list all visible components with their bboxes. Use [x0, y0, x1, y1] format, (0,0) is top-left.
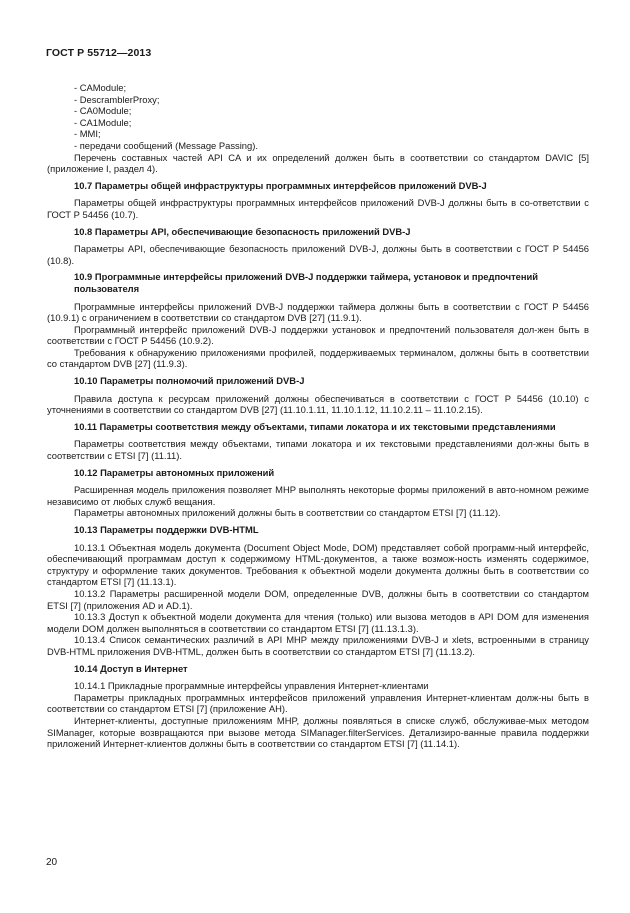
paragraph: Программные интерфейсы приложений DVB-J поддержки таймера должны быть в соответствии с ГОСТ Р 54456 (10.9.1) с ограничением в соответствии со стандартом DVB [27] (11.9.1). [47, 300, 589, 324]
paragraph: Расширенная модель приложения позволяет MHP выполнять некоторые формы приложений в авто-номном режиме независимо от любых служб вещания. [47, 484, 589, 507]
section-heading: 10.8 Параметры API, обеспечивающие безопасность приложений DVB-J [74, 225, 411, 237]
list-item: - CAModule; [74, 82, 127, 93]
paragraph: 10.13.2 Параметры расширенной модели DOM, определенные DVB, должны быть в соответствии со стандартом ETSI [7] (приложения AD и AD.1). [47, 587, 589, 611]
paragraph: 10.14.1 Прикладные программные интерфейсы управления Интернет-клиентами [74, 680, 429, 692]
paragraph: Правила доступа к ресурсам приложений должны обеспечиваться в соответствии с ГОСТ Р 54456 (10.10) с уточнениями в соответствии со стандартом DVB [27] (11.10.1.11, 11.10.1.12, 11.10.2.11 – 11.10.2.15). [47, 392, 589, 416]
paragraph: 10.13.4 Список семантических различий в API MHP между приложениями DVB-J и xlets, встроенными в страницу DVB-HTML приложения DVB-HTML, должен быть в соответствии со стандартом ETSI [7] (11.13.2). [47, 634, 589, 657]
standard-header: ГОСТ Р 55712—2013 [46, 47, 152, 59]
list-item: - CA0Module; [74, 105, 132, 117]
paragraph: Программный интерфейс приложений DVB-J поддержки установок и предпочтений пользователя дол-жен быть в соответствии с ГОСТ Р 54456 (10.9.2). [47, 323, 589, 347]
section-heading: 10.14 Доступ в Интернет [74, 662, 188, 674]
list-item: - передачи сообщений (Message Passing). [74, 139, 258, 151]
paragraph: 10.13.1 Объектная модель документа (Document Object Mode, DOM) представляет собой программ-ный интерфейс, обеспечивающий программам доступ к содержимому HTML-документов, а также возмож-ность изменять содержимое, структуру и оформление таких документов. Требования к объектной модели документа должны быть в соответствии со стандартом ETSI [7] (11.13.1). [47, 541, 589, 588]
section-heading: 10.9 Программные интерфейсы приложений DVB-J поддержки таймера, установок и предпочтений пользователя [74, 271, 539, 294]
section-heading: 10.7 Параметры общей инфраструктуры программных интерфейсов приложений DVB-J [74, 179, 487, 191]
page-number: 20 [46, 857, 58, 868]
page-content [47, 82, 589, 750]
paragraph: Перечень составных частей API CA и их определений должен быть в соответствии со стандартом DAVIC [5] (приложение I, раздел 4). [47, 151, 589, 175]
list-item: - MMI; [74, 128, 101, 140]
section-heading: 10.11 Параметры соответствия между объектами, типами локатора и их текстовыми представлениями [74, 420, 556, 432]
section-heading: 10.12 Параметры автономных приложений [74, 466, 275, 478]
paragraph: Требования к обнаружению приложениями профилей, поддерживаемых терминалом, должны быть в соответствии со стандартом DVB [27] (11.9.3). [47, 346, 589, 370]
paragraph: Интернет-клиенты, доступные приложениям MHP, должны появляться в списке служб, обслуживае-мых методом SIManager, которые возвращаются при вызове метода SIManager.filterServices. Детализиро-ванные правила поддержки приложений Интернет-клиентов должны быть в соответствии со стандартом ETSI [7] (11.14.1). [47, 714, 589, 750]
list-item: - CA1Module; [74, 116, 132, 128]
paragraph: Параметры прикладных программных интерфейсов приложений управления Интернет-клиентам долж-ны быть в соответствии со стандартом ETSI [7] (приложение AH). [47, 691, 589, 715]
section-heading: 10.13 Параметры поддержки DVB-HTML [74, 524, 259, 535]
paragraph: Параметры API, обеспечивающие безопасность приложений DVB-J, должны быть в соответствии с ГОСТ Р 54456 (10.8). [47, 243, 589, 266]
paragraph: Параметры автономных приложений должны быть в соответствии со стандартом ETSI [7] (11.12). [74, 507, 501, 519]
paragraph: Параметры соответствия между объектами, типами локатора и их текстовыми представлениями дол-жны быть в соответствии с ETSI [7] (11.11). [47, 438, 589, 462]
list-item: - DescramblerProxy; [74, 93, 160, 105]
paragraph: Параметры общей инфраструктуры программных интерфейсов приложений DVB-J должны быть в со-ответствии с ГОСТ Р 54456 (10.7). [47, 197, 589, 220]
paragraph: 10.13.3 Доступ к объектной модели документа для чтения (только) или вызова методов в API DOM для изменения модели DOM должен выполняться в соответствии со стандартом ETSI [7] (11.13.1.3). [47, 611, 589, 634]
section-heading: 10.10 Параметры полномочий приложений DVB-J [74, 375, 305, 387]
